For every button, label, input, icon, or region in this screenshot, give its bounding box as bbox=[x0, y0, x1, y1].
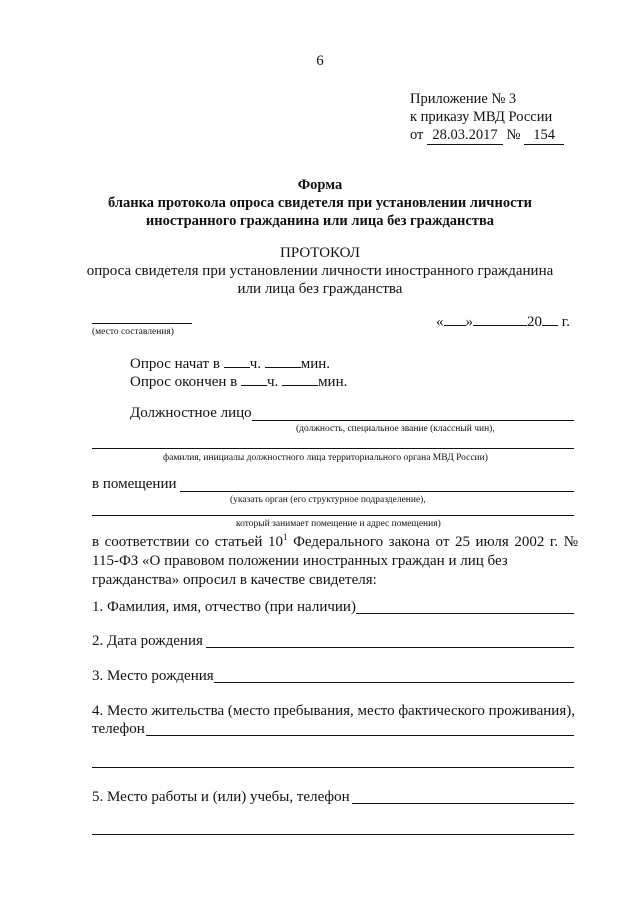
year-field[interactable] bbox=[542, 310, 558, 326]
appendix-date: 28.03.2017 bbox=[427, 126, 503, 145]
field-5-label: 5. Место работы и (или) учебы, телефон bbox=[92, 789, 350, 805]
legal-paragraph bbox=[92, 528, 578, 590]
official-caption-1: (должность, специальное звание (классный чин), bbox=[296, 424, 495, 434]
end-hours-field[interactable] bbox=[241, 370, 267, 386]
start-hours-unit: ч. bbox=[249, 356, 261, 372]
page-number: 6 bbox=[316, 53, 324, 69]
form-subtitle-line-1: бланка протокола опроса свидетеля при установлении личности bbox=[107, 195, 532, 211]
full-name-field[interactable] bbox=[356, 613, 574, 614]
appendix-number: 154 bbox=[524, 126, 564, 145]
legal-line-2: № 115-ФЗ «О правовом положении иностранных граждан и лиц без bbox=[92, 534, 578, 569]
year-suffix: г. bbox=[561, 314, 570, 330]
protocol-subtitle-line-1: опроса свидетеля при установлении личности иностранного гражданина bbox=[86, 263, 554, 279]
official-caption-2: фамилия, инициалы должностного лица территориального органа МВД России) bbox=[163, 453, 488, 463]
field-3-label: 3. Место рождения bbox=[92, 668, 214, 684]
official-field[interactable] bbox=[252, 420, 574, 421]
month-field[interactable] bbox=[473, 310, 527, 326]
year-prefix: 20 bbox=[527, 314, 542, 330]
work-extra-field[interactable] bbox=[92, 834, 574, 835]
official-name-field[interactable] bbox=[92, 448, 574, 449]
date-open-quote: « bbox=[436, 314, 444, 330]
official-label: Должностное лицо bbox=[130, 405, 252, 421]
work-phone-field[interactable] bbox=[352, 803, 574, 804]
field-2-label: 2. Дата рождения bbox=[92, 633, 203, 649]
field-4-label-line-1: 4. Место жительства (место пребывания, место фактического проживания), bbox=[92, 703, 575, 719]
premises-label: в помещении bbox=[92, 476, 177, 492]
premises-field[interactable] bbox=[180, 491, 574, 492]
end-minutes-unit: мин. bbox=[318, 374, 348, 390]
date-line bbox=[436, 310, 570, 332]
premises-caption-2: который занимает помещение и адрес помещения) bbox=[236, 519, 441, 529]
form-title: Форма bbox=[297, 177, 343, 193]
residence-extra-field[interactable] bbox=[92, 767, 574, 768]
legal-line-1-sup: 1 bbox=[283, 532, 288, 542]
start-label: Опрос начат в bbox=[130, 356, 220, 372]
legal-line-1-b: Федерального закона от 25 июля 2002 г. bbox=[287, 534, 559, 550]
start-minutes-field[interactable] bbox=[265, 352, 301, 368]
premises-address-field[interactable] bbox=[92, 515, 574, 516]
place-field[interactable] bbox=[92, 323, 192, 324]
protocol-title: ПРОТОКОЛ bbox=[280, 245, 360, 261]
protocol-subtitle-line-2: или лица без гражданства bbox=[237, 281, 403, 297]
end-time-line bbox=[130, 370, 347, 392]
start-minutes-unit: мин. bbox=[300, 356, 331, 372]
birth-place-field[interactable] bbox=[214, 682, 574, 683]
end-hours-unit: ч. bbox=[267, 374, 279, 390]
end-minutes-field[interactable] bbox=[282, 370, 318, 386]
appendix-line-1: Приложение № 3 bbox=[410, 91, 517, 107]
start-hours-field[interactable] bbox=[224, 352, 250, 368]
appendix-number-prefix: № bbox=[506, 127, 521, 143]
legal-line-1-a: в соответствии со статьей 10 bbox=[92, 534, 284, 550]
date-close-quote: » bbox=[465, 314, 473, 330]
field-1-label: 1. Фамилия, имя, отчество (при наличии) bbox=[92, 599, 356, 615]
place-caption: (место составления) bbox=[92, 327, 174, 337]
day-field[interactable] bbox=[444, 310, 466, 326]
legal-line-3: гражданства» опросил в качестве свидетеля: bbox=[92, 572, 377, 588]
form-subtitle-line-2: иностранного гражданина или лица без гражданства bbox=[145, 213, 495, 229]
residence-phone-field[interactable] bbox=[146, 735, 574, 736]
end-label: Опрос окончен в bbox=[130, 374, 238, 390]
appendix-date-prefix: от bbox=[410, 127, 424, 143]
field-4-label-line-2: телефон bbox=[92, 721, 145, 737]
appendix-line-3 bbox=[410, 126, 564, 145]
premises-caption-1: (указать орган (его структурное подразделение), bbox=[230, 495, 426, 505]
birth-date-field[interactable] bbox=[206, 647, 574, 648]
appendix-line-2: к приказу МВД России bbox=[410, 109, 553, 125]
